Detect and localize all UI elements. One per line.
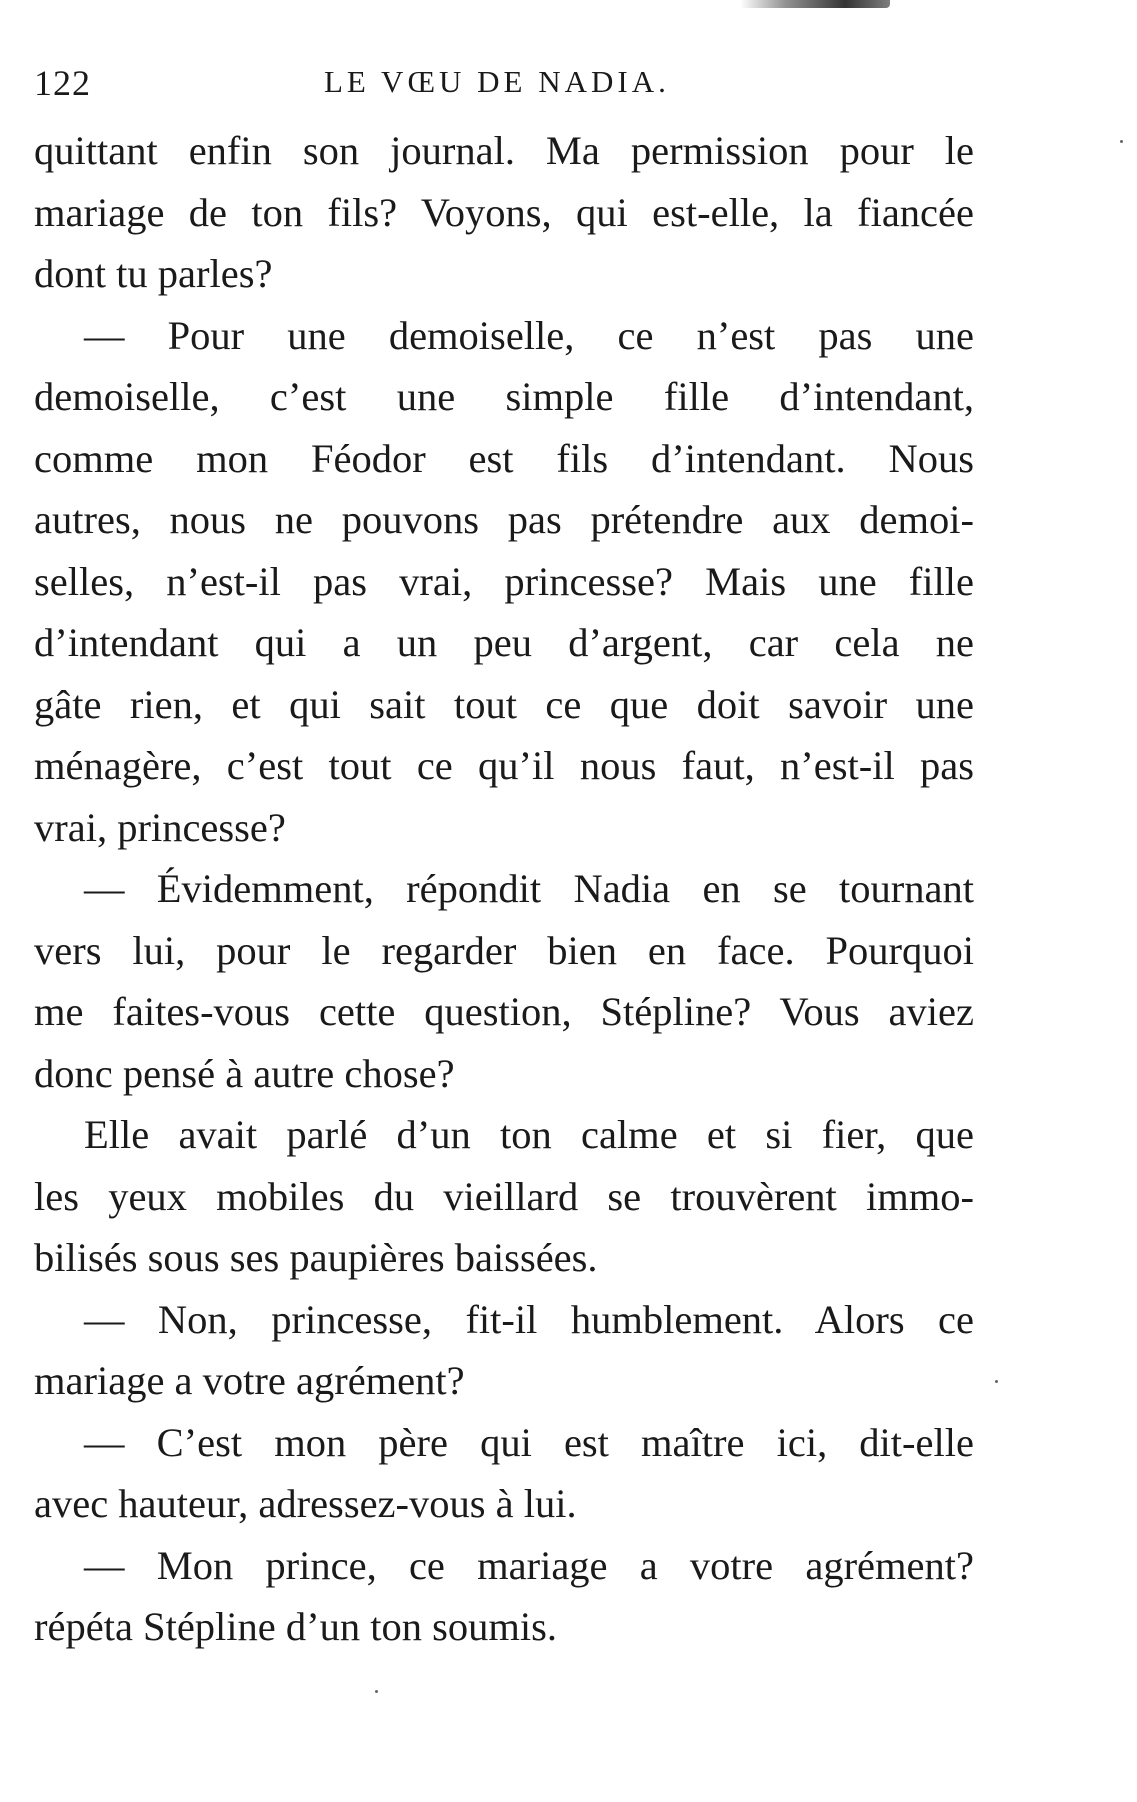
text-line: répéta Stépline d’un ton soumis.	[34, 1604, 558, 1649]
text-line: mariage de ton fils? Voyons, qui est-elle, la fiancée	[34, 189, 974, 235]
text-line: bilisés sous ses paupières baissées.	[34, 1235, 598, 1280]
running-head	[34, 62, 974, 112]
text-line: — C’est mon père qui est maître ici, dit-elle	[84, 1419, 974, 1465]
text-line: demoiselle, c’est une simple fille d’intendant,	[34, 374, 974, 419]
text-line: me faites-vous cette question, Stépline? Vous aviez	[34, 989, 974, 1034]
text-line: comme mon Féodor est fils d’intendant. Nous	[34, 435, 974, 481]
text-line: ménagère, c’est tout ce qu’il nous faut, n’est-il pas	[34, 743, 974, 788]
text-line: mariage a votre agrément?	[34, 1358, 465, 1403]
text-line: donc pensé à autre chose?	[34, 1050, 455, 1096]
scan-ink-mark	[740, 0, 890, 8]
body-text	[34, 120, 974, 1658]
text-line: — Non, princesse, fit-il humblement. Alors ce	[84, 1296, 974, 1342]
scan-speck	[1120, 140, 1123, 143]
page-number: 122	[34, 63, 91, 103]
text-line: les yeux mobiles du vieillard se trouvèrent immo-	[34, 1173, 974, 1219]
text-line: quittant enfin son journal. Ma permission pour le	[34, 128, 974, 173]
text-line: selles, n’est-il pas vrai, princesse? Mais une fille	[34, 558, 974, 604]
running-title: LE VŒU DE NADIA.	[324, 64, 670, 99]
scan-speck	[375, 1690, 378, 1693]
text-line: gâte rien, et qui sait tout ce que doit savoir une	[34, 681, 974, 727]
text-line: Elle avait parlé d’un ton calme et si fier, que	[84, 1112, 974, 1157]
text-line: avec hauteur, adressez-vous à lui.	[34, 1481, 577, 1526]
text-line: vrai, princesse?	[34, 804, 286, 850]
text-line: — Évidemment, répondit Nadia en se tournant	[84, 866, 974, 911]
scan-speck	[995, 1380, 998, 1383]
text-line: vers lui, pour le regarder bien en face. Pourquoi	[34, 927, 974, 973]
text-line: dont tu parles?	[34, 251, 273, 296]
text-line: autres, nous ne pouvons pas prétendre aux demoi-	[34, 497, 974, 542]
text-line: d’intendant qui a un peu d’argent, car cela ne	[34, 620, 974, 665]
text-line: — Mon prince, ce mariage a votre agrément?	[84, 1542, 974, 1588]
text-line: — Pour une demoiselle, ce n’est pas une	[84, 312, 974, 358]
